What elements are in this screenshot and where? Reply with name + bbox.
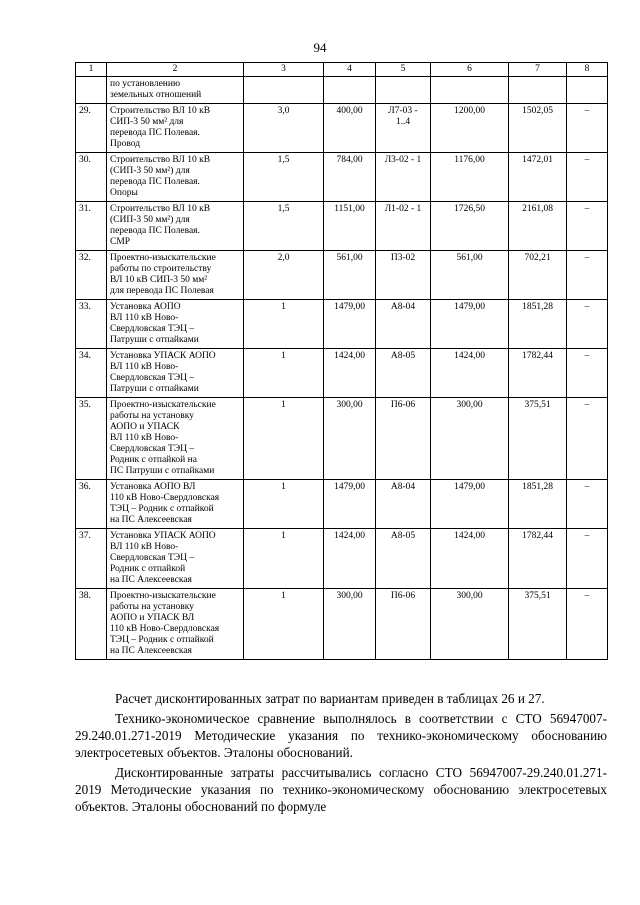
cell-line: работы по строительству — [110, 264, 212, 274]
table-header-row — [76, 63, 608, 77]
cell-note: – — [567, 153, 608, 202]
cell-cost: 1424,00 — [431, 529, 509, 589]
cell-quantity: 1 — [244, 398, 324, 480]
cell-line: Провод — [110, 139, 141, 149]
cell-note: – — [567, 202, 608, 251]
cell-name — [107, 589, 244, 660]
cell-unit-price: 1479,00 — [324, 300, 376, 349]
cell-line: Родник с отпайкой на — [110, 455, 197, 465]
cell-line: 110 кВ Ново-Свердловская — [110, 624, 220, 634]
header-cell: 4 — [324, 63, 376, 77]
cell-line: для перевода ПС Полевая — [110, 286, 214, 296]
cell-line: Свердловская ТЭЦ – — [110, 553, 195, 563]
cell-line: ТЭЦ – Родник с отпайкой — [110, 635, 214, 645]
cell-line: перевода ПС Полевая. — [110, 128, 200, 138]
cell-unit-price: 1424,00 — [324, 529, 376, 589]
cell-cost-indexed: 1782,44 — [509, 529, 567, 589]
cell-cost: 1424,00 — [431, 349, 509, 398]
cell-line: Л1-02 - 1 — [384, 204, 422, 214]
cell-line: Установка УПАСК АОПО — [110, 531, 216, 541]
cell-note: – — [567, 349, 608, 398]
cell-empty — [567, 77, 608, 104]
table-row — [76, 398, 608, 480]
cell-name — [107, 104, 244, 153]
cell-note: – — [567, 398, 608, 480]
cell-line: П6-06 — [390, 591, 416, 601]
table-row — [76, 480, 608, 529]
cell-empty — [509, 77, 567, 104]
cell-line: Патруши с отпайками — [110, 335, 199, 345]
cell-num: 30. — [76, 153, 107, 202]
cell-quantity: 2,0 — [244, 251, 324, 300]
cell-cost-indexed: 1851,28 — [509, 480, 567, 529]
cell-num: 31. — [76, 202, 107, 251]
cell-quantity: 1,5 — [244, 153, 324, 202]
cell-quantity: 1 — [244, 300, 324, 349]
cell-line: Опоры — [110, 188, 138, 198]
cell-code — [376, 300, 431, 349]
header-cell: 7 — [509, 63, 567, 77]
cell-num: 37. — [76, 529, 107, 589]
cell-note: – — [567, 529, 608, 589]
cell-cost: 300,00 — [431, 398, 509, 480]
cost-table — [75, 62, 608, 660]
cell-line: Проектно-изыскательские — [110, 400, 216, 410]
cell-num: 32. — [76, 251, 107, 300]
cell-line: Патруши с отпайками — [110, 384, 199, 394]
cell-line: Свердловская ТЭЦ – — [110, 373, 195, 383]
cell-line: Л7-03 - — [388, 106, 418, 116]
cell-cost: 561,00 — [431, 251, 509, 300]
cell-line: по установлению — [110, 79, 181, 89]
table-row — [76, 349, 608, 398]
cell-line: 1..4 — [395, 117, 411, 127]
cell-line: ВЛ 110 кВ Ново- — [110, 362, 179, 372]
cell-code — [376, 349, 431, 398]
cell-line: Л3-02 - 1 — [384, 155, 422, 165]
cell-line: ПС Патруши с отпайками — [110, 466, 215, 476]
cell-line: 110 кВ Ново-Свердловская — [110, 493, 220, 503]
cell-quantity: 1 — [244, 529, 324, 589]
header-cell: 3 — [244, 63, 324, 77]
cell-cost-indexed: 375,51 — [509, 398, 567, 480]
cell-note: – — [567, 251, 608, 300]
cell-line: Установка АОПО ВЛ — [110, 482, 196, 492]
cell-empty — [324, 77, 376, 104]
cell-cost-indexed: 375,51 — [509, 589, 567, 660]
cell-num: 29. — [76, 104, 107, 153]
cell-line: на ПС Алексеевская — [110, 646, 192, 656]
cell-unit-price: 300,00 — [324, 589, 376, 660]
paragraph-comparison-method: Технико-экономическое сравнение выполнялось в соответствии с СТО 56947007-29.240.01.271-2019 Методические указания по технико-экономическому обоснованию электросетевых объектов. Эталоны обоснований. — [75, 711, 607, 760]
cell-num: 34. — [76, 349, 107, 398]
cell-unit-price: 1151,00 — [324, 202, 376, 251]
cell-line: А8-05 — [390, 351, 416, 361]
cell-quantity: 1,5 — [244, 202, 324, 251]
cell-line: Свердловская ТЭЦ – — [110, 324, 195, 334]
cell-quantity: 1 — [244, 349, 324, 398]
cell-cost-indexed: 1851,28 — [509, 300, 567, 349]
cell-code — [376, 589, 431, 660]
cell-line: АОПО и УПАСК ВЛ — [110, 613, 195, 623]
cell-quantity: 3,0 — [244, 104, 324, 153]
cell-line: Родник с отпайкой — [110, 564, 186, 574]
cell-unit-price: 1424,00 — [324, 349, 376, 398]
cell-line: работы на установку — [110, 411, 195, 421]
cell-line: перевода ПС Полевая. — [110, 177, 200, 187]
cell-line: Свердловская ТЭЦ – — [110, 444, 195, 454]
cell-line: перевода ПС Полевая. — [110, 226, 200, 236]
cell-code — [376, 398, 431, 480]
cell-empty — [376, 77, 431, 104]
cell-line: (СИП-3 50 мм²) для — [110, 215, 190, 225]
cell-line: ВЛ 110 кВ Ново- — [110, 433, 179, 443]
table-row — [76, 153, 608, 202]
cell-cost-indexed: 2161,08 — [509, 202, 567, 251]
cell-unit-price: 561,00 — [324, 251, 376, 300]
cell-cost: 1479,00 — [431, 300, 509, 349]
cell-note: – — [567, 589, 608, 660]
cell-cost: 1176,00 — [431, 153, 509, 202]
cell-line: А8-05 — [390, 531, 416, 541]
cell-cost-indexed: 1502,05 — [509, 104, 567, 153]
cell-unit-price: 1479,00 — [324, 480, 376, 529]
cell-quantity: 1 — [244, 480, 324, 529]
cell-note: – — [567, 300, 608, 349]
cell-note: – — [567, 104, 608, 153]
cell-line: СМР — [110, 237, 131, 247]
cell-cost: 1726,50 — [431, 202, 509, 251]
cell-line: земельных отношений — [110, 90, 202, 100]
cell-line: Установка УПАСК АОПО — [110, 351, 216, 361]
cell-line: Строительство ВЛ 10 кВ — [110, 204, 211, 214]
cell-num: 33. — [76, 300, 107, 349]
cell-line: А8-04 — [390, 302, 416, 312]
cell-line: Строительство ВЛ 10 кВ — [110, 155, 211, 165]
table-row — [76, 251, 608, 300]
cell-code — [376, 153, 431, 202]
cell-line: А8-04 — [390, 482, 416, 492]
cell-name — [107, 480, 244, 529]
header-cell: 8 — [567, 63, 608, 77]
cell-name — [107, 529, 244, 589]
cell-note: – — [567, 480, 608, 529]
cell-code — [376, 202, 431, 251]
cell-line: Установка АОПО — [110, 302, 181, 312]
cell-empty — [244, 77, 324, 104]
cell-cost: 1479,00 — [431, 480, 509, 529]
cell-line: Проектно-изыскательские — [110, 253, 216, 263]
cell-line: (СИП-3 50 мм²) для — [110, 166, 190, 176]
cell-line: АОПО и УПАСК — [110, 422, 180, 432]
cell-name — [107, 300, 244, 349]
cell-num: 35. — [76, 398, 107, 480]
header-cell: 6 — [431, 63, 509, 77]
header-cell: 5 — [376, 63, 431, 77]
table-row — [76, 529, 608, 589]
cell-cost: 300,00 — [431, 589, 509, 660]
cell-line: ВЛ 110 кВ Ново- — [110, 542, 179, 552]
cell-line: ТЭЦ – Родник с отпайкой — [110, 504, 214, 514]
cell-cost-indexed: 1472,01 — [509, 153, 567, 202]
cell-line: П6-06 — [390, 400, 416, 410]
cell-cost-indexed: 1782,44 — [509, 349, 567, 398]
cell-num: 38. — [76, 589, 107, 660]
cell-num — [76, 77, 107, 104]
cell-cost: 1200,00 — [431, 104, 509, 153]
header-cell: 1 — [76, 63, 107, 77]
table-row-continuation — [76, 77, 608, 104]
cell-line: работы на установку — [110, 602, 195, 612]
cell-line: СИП-3 50 мм² для — [110, 117, 184, 127]
cell-cost-indexed: 702,21 — [509, 251, 567, 300]
cell-line: ВЛ 110 кВ Ново- — [110, 313, 179, 323]
cell-line: Строительство ВЛ 10 кВ — [110, 106, 211, 116]
cell-name — [107, 251, 244, 300]
cell-name — [107, 77, 244, 104]
page-number: 94 — [313, 40, 327, 55]
cell-code — [376, 104, 431, 153]
cell-line: Проектно-изыскательские — [110, 591, 216, 601]
cell-name — [107, 398, 244, 480]
cell-name — [107, 202, 244, 251]
table-row — [76, 202, 608, 251]
cell-unit-price: 784,00 — [324, 153, 376, 202]
cell-line: на ПС Алексеевская — [110, 575, 192, 585]
paragraph-discounted-costs: Дисконтированные затраты рассчитывались согласно СТО 56947007-29.240.01.271-2019 Методические указания по технико-экономическому обоснованию электросетевых объектов. Эталоны обоснований по формуле — [75, 765, 607, 814]
cell-line: ВЛ 10 кВ СИП-3 50 мм² — [110, 275, 208, 285]
cell-line: на ПС Алексеевская — [110, 515, 192, 525]
cell-quantity: 1 — [244, 589, 324, 660]
table-row — [76, 589, 608, 660]
cell-name — [107, 153, 244, 202]
cell-name — [107, 349, 244, 398]
header-cell: 2 — [107, 63, 244, 77]
cell-unit-price: 400,00 — [324, 104, 376, 153]
cell-code — [376, 529, 431, 589]
cell-num: 36. — [76, 480, 107, 529]
cell-line: П3-02 — [390, 253, 416, 263]
cell-code — [376, 251, 431, 300]
table-row — [76, 300, 608, 349]
cell-code — [376, 480, 431, 529]
paragraph-tables-reference: Расчет дисконтированных затрат по вариантам приведен в таблицах 26 и 27. — [115, 691, 545, 706]
table-row — [76, 104, 608, 153]
cell-empty — [431, 77, 509, 104]
cell-unit-price: 300,00 — [324, 398, 376, 480]
